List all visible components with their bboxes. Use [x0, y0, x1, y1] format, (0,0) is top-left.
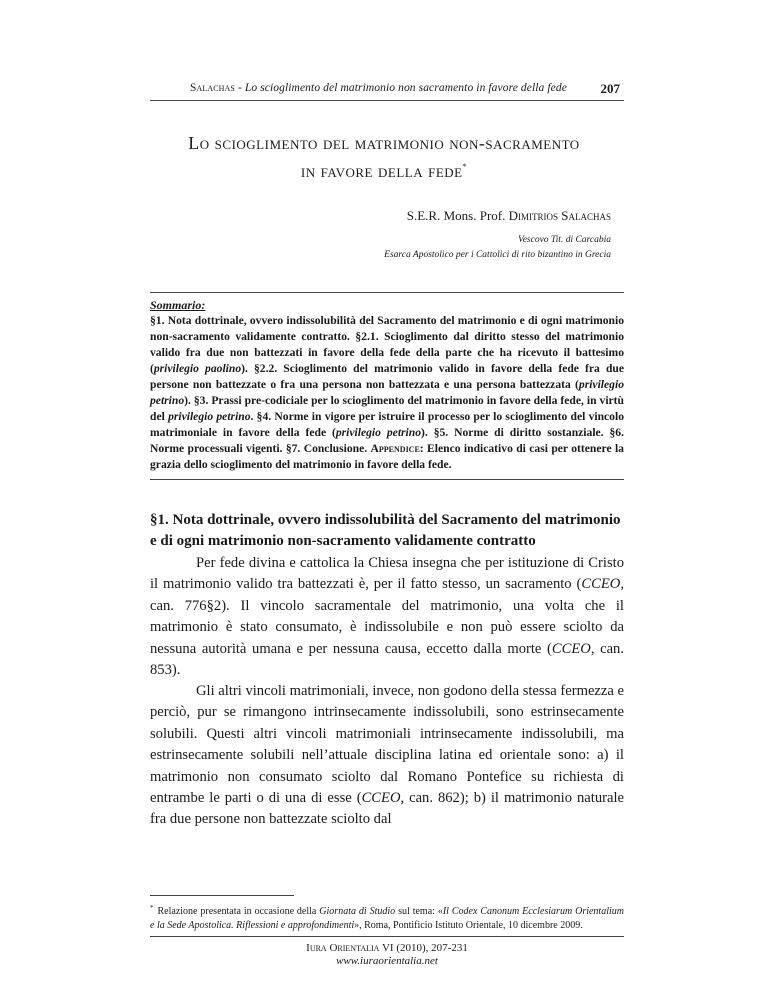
author-prefix: S.E.R. Mons. Prof. [406, 208, 509, 223]
summary-italic-2: privilegio petrino [150, 378, 624, 407]
p2-text-b: , can. 862); b) il matrimonio naturale fra due persone non battezzate sciolto dal [150, 790, 624, 828]
author-name [384, 208, 611, 224]
running-header-author: Salachas [190, 82, 235, 94]
summary-text [150, 313, 624, 473]
summary-part-3: ). §3. Prassi pre-codiciale per lo scioglimento del matrimonio in favore della fede, in virtù del [150, 394, 624, 423]
page-number: 207 [600, 81, 620, 96]
title-footnote-mark[interactable]: * [462, 162, 468, 171]
footer-citation [150, 942, 624, 955]
author-full-name: Dimitrios Salachas [508, 208, 611, 223]
author-role-2: Esarca Apostolico per i Cattolici di rito bizantino in Grecia [384, 250, 611, 260]
p2-cceo: CCEO [361, 790, 401, 807]
body-paragraph-2 [150, 681, 624, 831]
summary-italic-3: privilegio petrino [168, 410, 251, 423]
footnote-divider [150, 895, 294, 896]
running-header [150, 82, 624, 101]
p1-text-a: Per fede divina e cattolica la Chiesa insegna che per istituzione di Cristo il matrimonio valido tra battezzati è, per il fatto stesso, un sacramento ( [150, 555, 624, 593]
summary-part-2: ). §2.2. Scioglimento del matrimonio valido in favore della fede fra due persone non battezzate o fra una persona non battezzata e una persona battezzata ( [150, 362, 624, 391]
p1-text-b: can. 776§2). Il vincolo sacramentale del matrimonio, una volta che il matrimonio è stato consumato, è indissolubile e non può essere sciolto da nessuna autorità umana e per nessuna causa, eccetto dalla morte ( [150, 597, 624, 657]
p2-text-a: Gli altri vincoli matrimoniali, invece, non godono della stessa fermezza e perciò, pur se rimangono intrinsecamente indissolubili, sono estrinsecamente solubili. Questi altri vincoli matrimoniali intrinsecamente indissolubili, ma estrinsecamente solubili nell’attuale disciplina latina ed orientale sono: a) il matrimonio non consumato sciolto dal Romano Pontefice su richiesta di entrambe le parti o di una di esse ( [150, 683, 624, 807]
footer-journal: Iura Orientalia [306, 942, 380, 954]
footer-url[interactable]: www.iuraorientalia.net [336, 955, 438, 967]
summary-italic-1: privilegio paolino [153, 362, 242, 375]
footnote-text-1: Relazione presentata in occasione della [157, 906, 320, 917]
p1-cceo-2: CCEO [551, 640, 591, 657]
article-title-line2-text: in favore della fede [300, 161, 463, 181]
summary-box [150, 292, 624, 480]
footnote-text-3: », Roma, Pontificio Istituto Orientale, 10 dicembre 2009. [354, 919, 583, 931]
section-heading: §1. Nota dottrinale, ovvero indissolubilità del Sacramento del matrimonio e di ogni matrimonio non-sacramento validamente contratto [150, 512, 621, 549]
summary-part-5: ). §5. Norme di diritto sostanziale. §6. Norme processuali vigenti. §7. Conclusione. [150, 426, 624, 455]
article-title-line2 [100, 155, 668, 183]
footer-divider [150, 936, 624, 937]
summary-label: Sommario: [150, 298, 206, 312]
summary-italic-4: privilegio petrino [335, 426, 422, 439]
footnote-italic-1: Giornata di Studio [319, 906, 396, 917]
summary-appendix-label: Appendice [370, 442, 420, 455]
p1-text-c: , can. 853). [150, 640, 624, 679]
running-header-separator: - [234, 82, 245, 94]
footnote-text-2: sul tema: « [395, 906, 443, 917]
summary-part-1: §1. Nota dottrinale, ovvero indissolubilità del Sacramento del matrimonio e di ogni matrimonio non-sacramento validamente contratto. §2.1. Scioglimento dal diritto stesso del matrimonio valido fra due non battezzati in favore della fede della parte che ha ricevuto il battesimo ( [150, 314, 624, 375]
footnote-mark: * [150, 904, 154, 912]
running-header-text [190, 82, 567, 94]
author-block [384, 208, 611, 263]
summary-part-4: . §4. Norme in vigore per istruire il processo per lo scioglimento del vincolo matrimoniale in favore della fede ( [150, 410, 624, 439]
running-header-title: Lo scioglimento del matrimonio non sacramento in favore della fede [244, 82, 567, 94]
article-title [100, 132, 668, 183]
p1-cceo-1: CCEO, [581, 576, 624, 593]
footnote-italic-2: Il Codex Canonum Ecclesiarum Orientalium e la Sede Apostolica. Riflessioni e approfondimenti [150, 906, 624, 931]
running-footer [150, 942, 624, 968]
body-paragraph-1 [150, 553, 624, 681]
summary-appendix-text: : Elenco indicativo di casi per ottenere la grazia dello scioglimento del matrimonio in favore della fede. [150, 442, 624, 471]
article-title-line1: Lo scioglimento del matrimonio non-sacramento [188, 133, 580, 153]
author-role-1: Vescovo Tit. di Carcabia [517, 235, 611, 245]
footnote [150, 902, 624, 932]
footer-volume: VI (2010), 207-231 [379, 942, 468, 954]
